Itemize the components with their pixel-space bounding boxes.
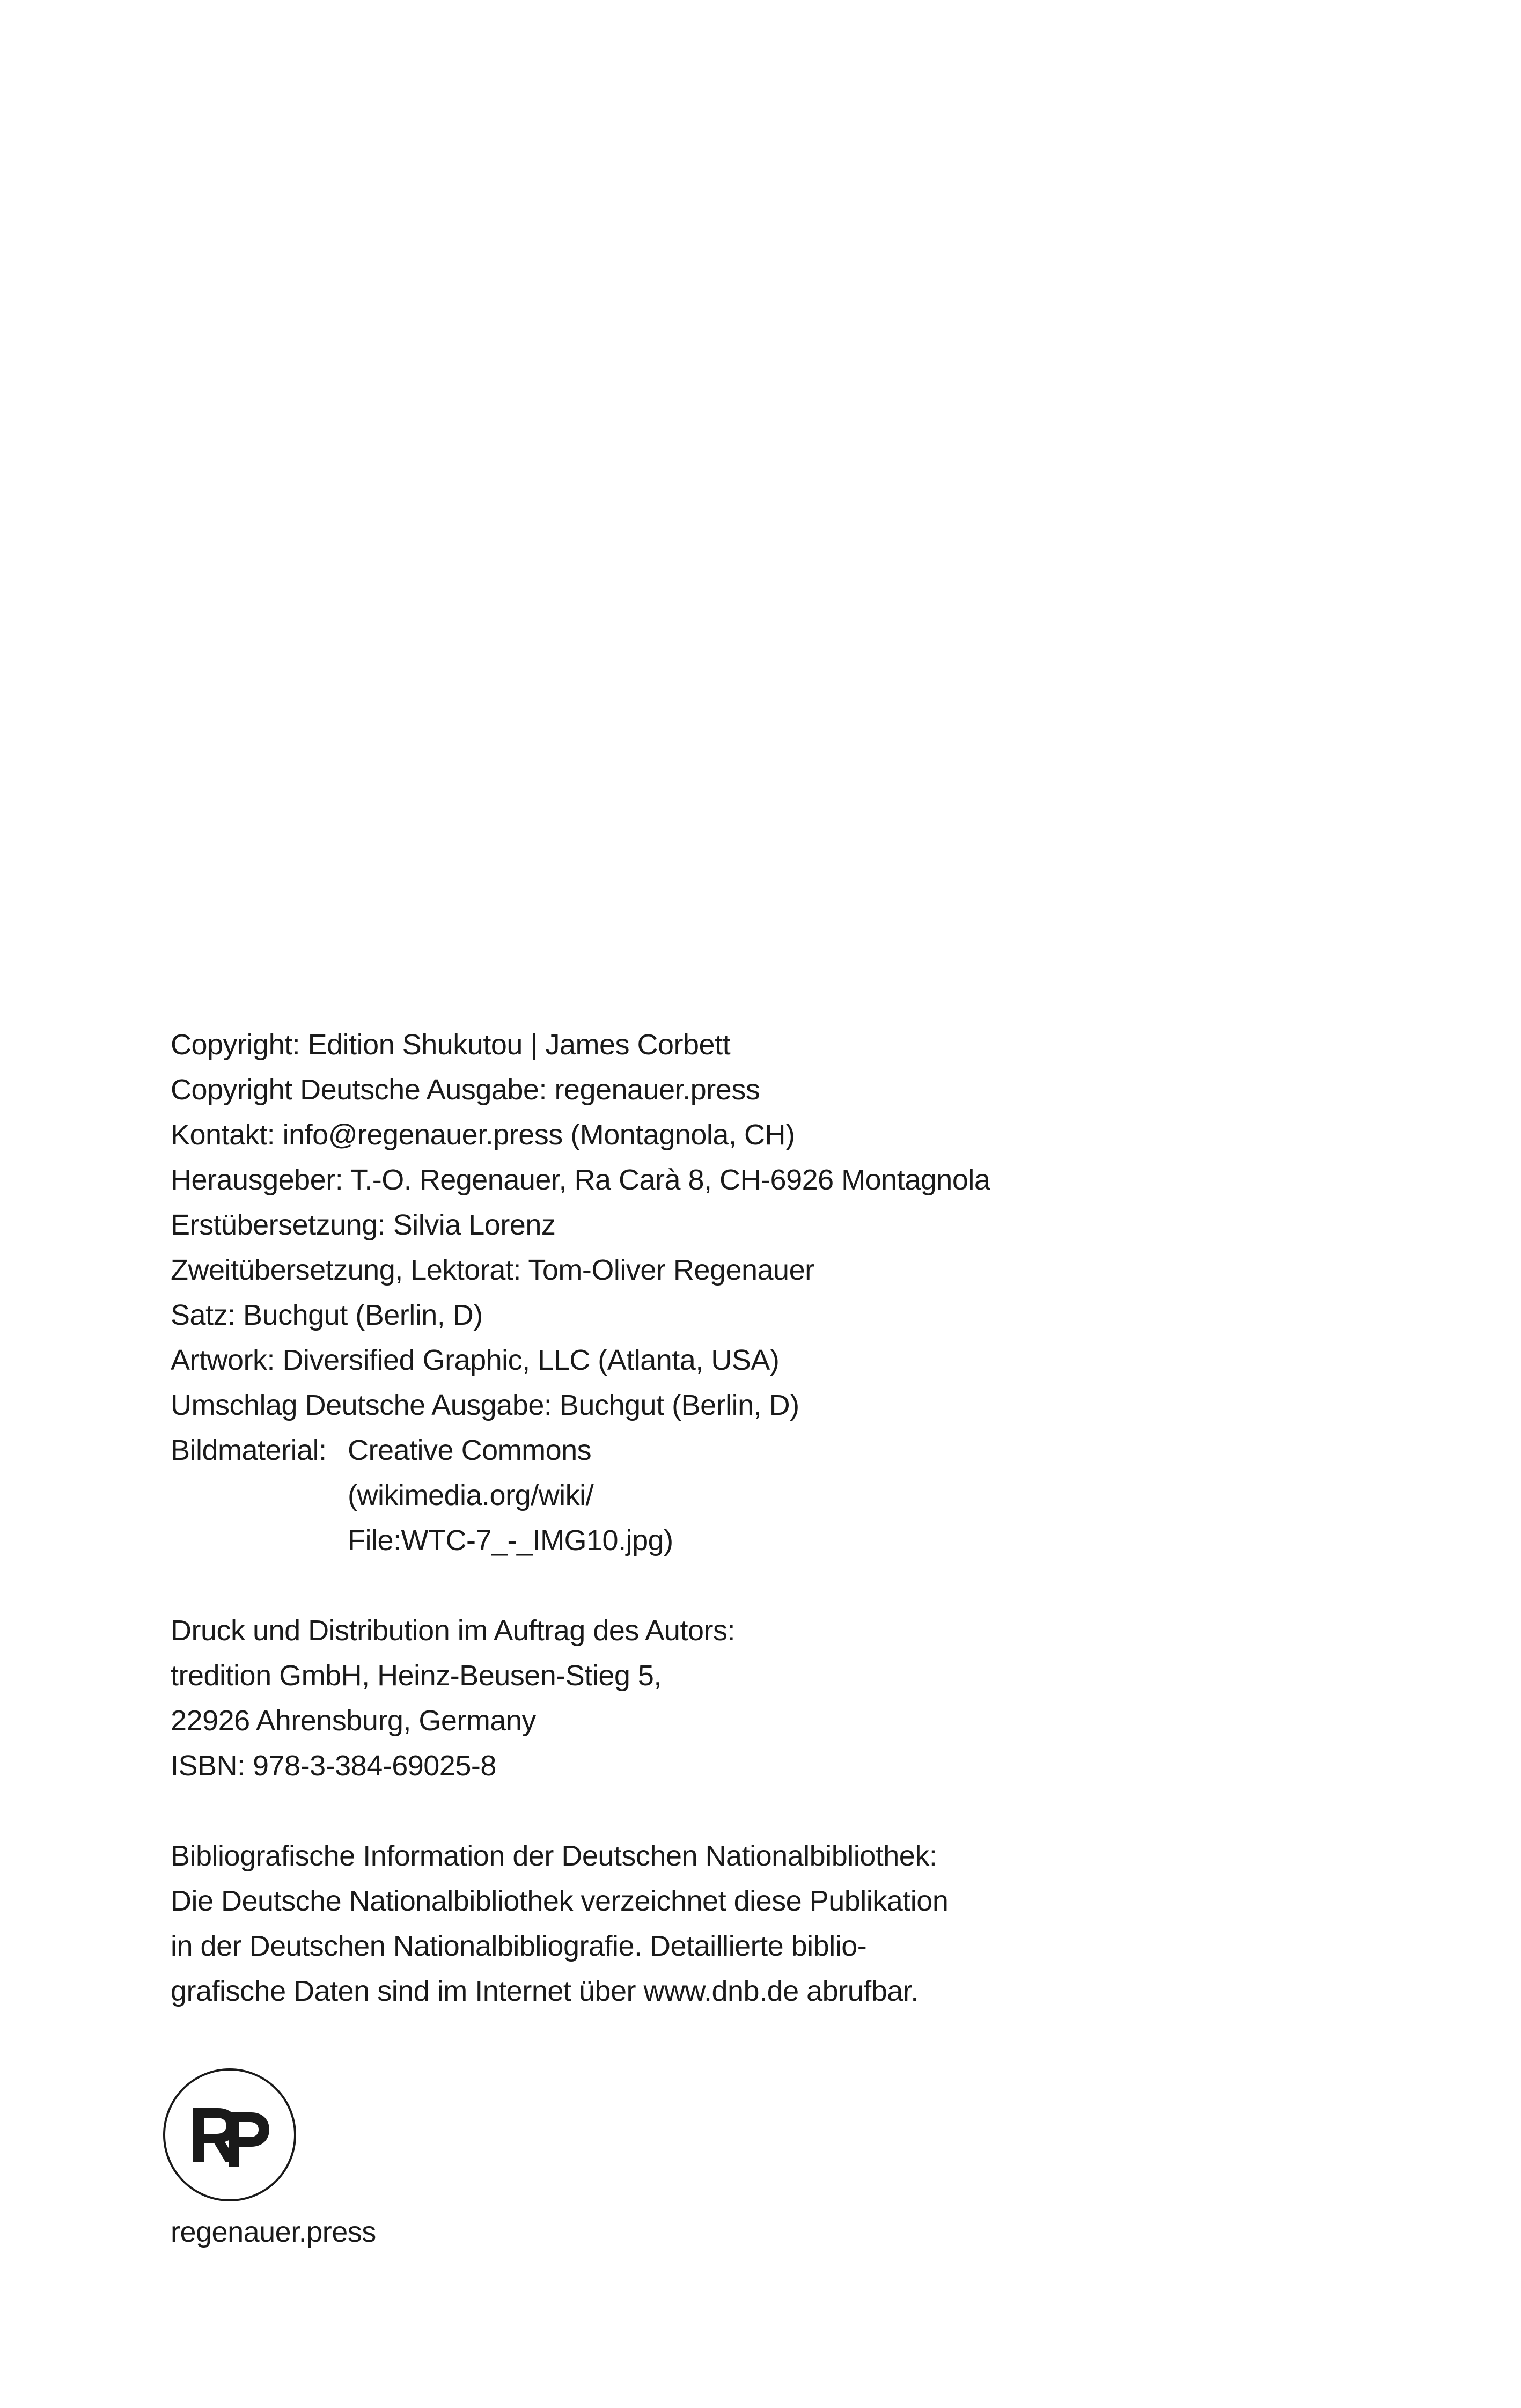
rp-logo-icon (162, 2067, 297, 2203)
imprint-line: Kontakt: info@regenauer.press (Montagnola, CH) (171, 1119, 795, 1151)
image-credit-row (171, 1428, 1405, 1473)
imprint-line: Artwork: Diversified Graphic, LLC (Atlanta, USA) (171, 1344, 780, 1376)
spacer (171, 1788, 1405, 1833)
bibliographic-block (171, 1833, 1405, 2014)
logo-caption: regenauer.press (171, 2216, 376, 2248)
imprint-line: Erstübersetzung: Silvia Lorenz (171, 1209, 556, 1241)
image-credit-label: Bildmaterial: (171, 1434, 327, 1466)
image-credit-line: Creative Commons (348, 1434, 592, 1466)
imprint-line: Zweitübersetzung, Lektorat: Tom-Oliver Regenauer (171, 1254, 814, 1286)
imprint-line: Die Deutsche Nationalbibliothek verzeichnet diese Publikation (171, 1885, 949, 1917)
imprint-line: grafische Daten sind im Internet über www.dnb.de abrufbar. (171, 1975, 919, 2007)
print-distribution-block (171, 1608, 1405, 1788)
imprint-text (171, 1022, 1405, 2014)
isbn-line: ISBN: 978-3-384-69025-8 (171, 1750, 496, 1782)
imprint-line: Umschlag Deutsche Ausgabe: Buchgut (Berlin, D) (171, 1389, 799, 1421)
spacer (171, 1563, 1405, 1608)
imprint-line: Satz: Buchgut (Berlin, D) (171, 1299, 483, 1331)
imprint-line: in der Deutschen Nationalbibliografie. Detaillierte biblio- (171, 1930, 867, 1962)
imprint-line: Copyright: Edition Shukutou | James Corbett (171, 1029, 731, 1061)
image-credit-line: (wikimedia.org/wiki/ (348, 1479, 594, 1511)
imprint-line: 22926 Ahrensburg, Germany (171, 1705, 536, 1737)
imprint-line: Copyright Deutsche Ausgabe: regenauer.press (171, 1074, 760, 1106)
image-credit-line: File:WTC-7_-_IMG10.jpg) (348, 1524, 673, 1557)
imprint-line: Bibliografische Information der Deutschen Nationalbibliothek: (171, 1840, 937, 1872)
imprint-line: Herausgeber: T.-O. Regenauer, Ra Carà 8, CH-6926 Montagnola (171, 1164, 990, 1196)
copyright-block (171, 1022, 1405, 1563)
imprint-line: tredition GmbH, Heinz-Beusen-Stieg 5, (171, 1660, 662, 1692)
imprint-line: Druck und Distribution im Auftrag des Autors: (171, 1614, 735, 1647)
